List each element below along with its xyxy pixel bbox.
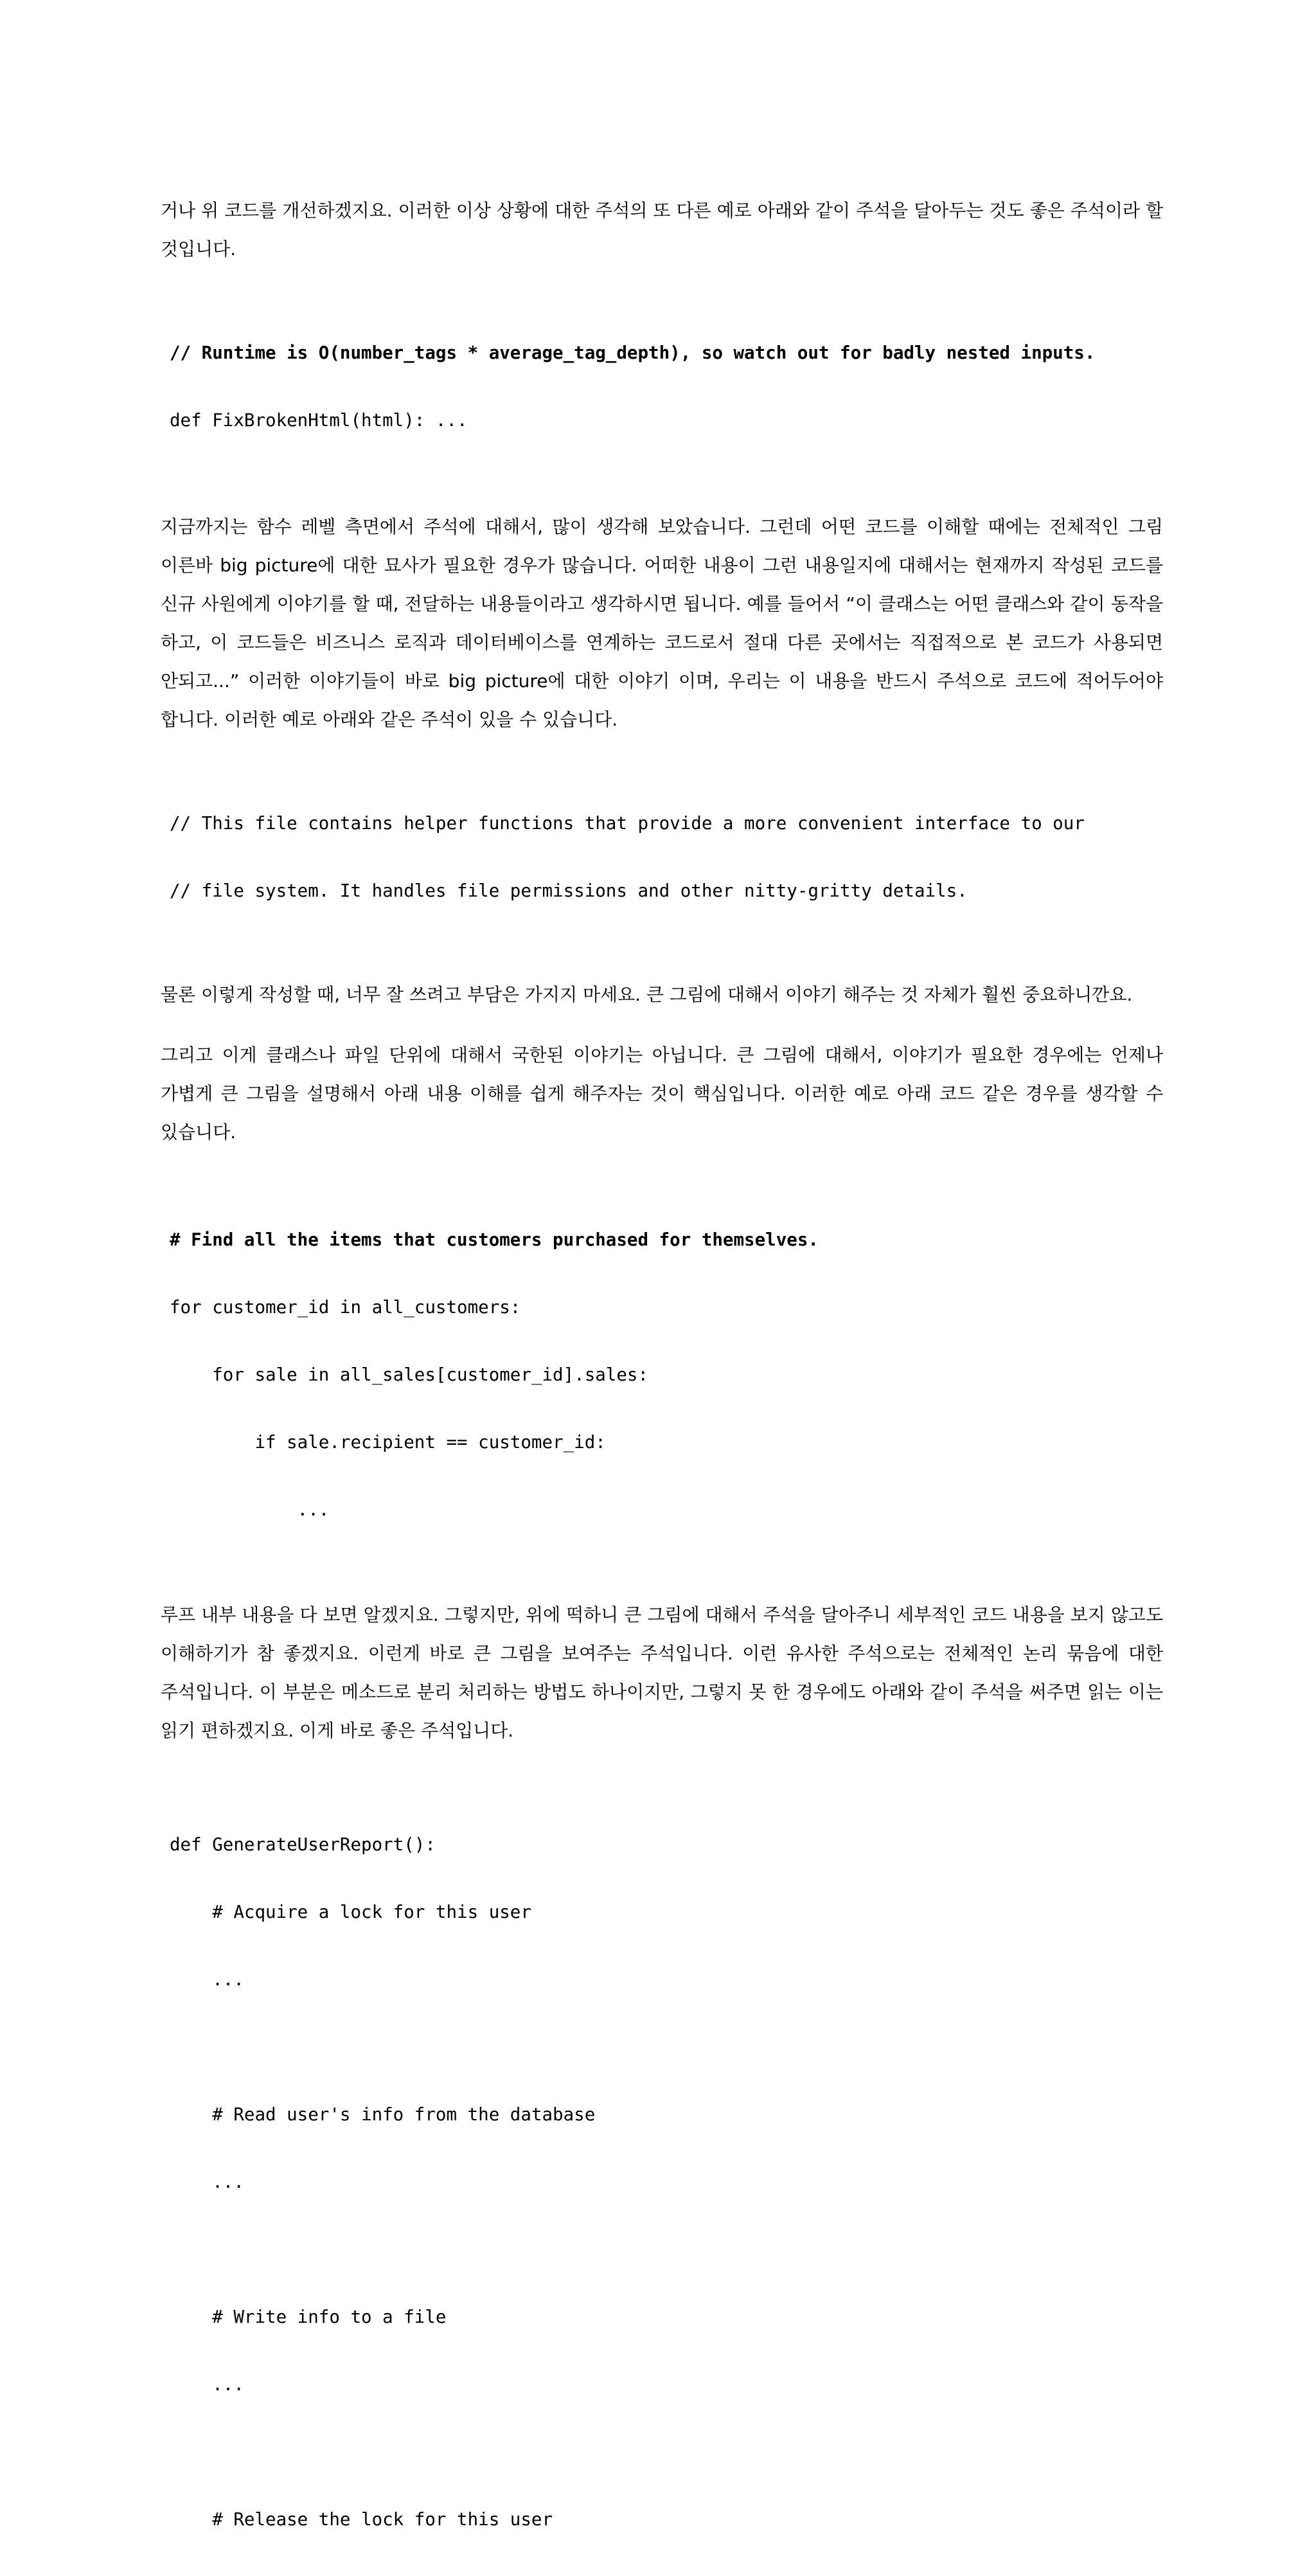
code-line: # Acquire a lock for this user	[170, 1902, 531, 1922]
code-line	[170, 2239, 1163, 2261]
document-page	[161, 192, 1163, 2576]
code-line: ...	[170, 2172, 244, 2192]
code-block-customers-loop	[161, 1184, 1163, 1566]
code-line: def FixBrokenHtml(html): ...	[170, 410, 468, 431]
code-line: if sale.recipient == customer_id:	[170, 1432, 606, 1453]
paragraph-exception-comments-intro: 거나 위 코드를 개선하겠지요. 이러한 이상 상황에 대한 주석의 또 다른 예로 아래와 같이 주석을 달아두는 것도 좋은 주석이라 할 것입니다.	[161, 200, 1163, 260]
code-line: for customer_id in all_customers:	[170, 1297, 521, 1318]
code-line	[170, 2441, 1163, 2464]
code-block-generate-user-report	[161, 1789, 1163, 2576]
code-block-runtime-comment	[161, 297, 1163, 477]
code-line: ...	[170, 2374, 244, 2395]
code-block-file-comment	[161, 767, 1163, 947]
code-line: # Find all the items that customers purchased for themselves.	[170, 1230, 819, 1250]
code-line: // This file contains helper functions that provide a more convenient interface to our	[170, 813, 1085, 834]
paragraph-not-only-class: 그리고 이게 클래스나 파일 단위에 대해서 국한된 이야기는 아닙니다. 큰 그림에 대해서, 이야기가 필요한 경우에는 언제나 가볍게 큰 그림을 설명해서 아래 내용 이해를 쉽게 해주자는 것이 핵심입니다. 이러한 예로 아래 코드 같은 경우를 생각할 수 있습니다.	[161, 1044, 1163, 1143]
paragraph-summary-comments: 루프 내부 내용을 다 보면 알겠지요. 그렇지만, 위에 떡하니 큰 그림에 대해서 주석을 달아주니 세부적인 코드 내용을 보지 않고도 이해하기가 참 좋겠지요. 이런게 바로 큰 그림을 보여주는 주석입니다. 이런 유사한 주석으로는 전체적인 논리 묶음에 대한 주석입니다. 이 부분은 메소드로 분리 처리하는 방법도 하나이지만, 그렇지 못 한 경우에도 아래와 같이 주석을 써주면 읽는 이는 읽기 편하겠지요. 이게 바로 좋은 주석입니다.	[161, 1604, 1163, 1741]
code-line: # Release the lock for this user	[170, 2509, 553, 2530]
code-line: // Runtime is O(number_tags * average_tag_depth), so watch out for badly nested inputs.	[170, 343, 1096, 363]
code-line: for sale in all_sales[customer_id].sales:	[170, 1364, 649, 1385]
paragraph-dont-worry: 물론 이렇게 작성할 때, 너무 잘 쓰려고 부담은 가지지 마세요. 큰 그림에 대해서 이야기 해주는 것 자체가 훨씬 중요하니깐요.	[161, 984, 1133, 1005]
code-line	[170, 2036, 1163, 2059]
code-line: ...	[170, 1969, 244, 1990]
code-line: # Read user's info from the database	[170, 2104, 596, 2125]
code-line: ...	[170, 1499, 330, 1520]
code-line: // file system. It handles file permissions and other nitty-gritty details.	[170, 881, 968, 901]
code-line: # Write info to a file	[170, 2307, 447, 2327]
paragraph-big-picture: 지금까지는 함수 레벨 측면에서 주석에 대해서, 많이 생각해 보았습니다. 그런데 어떤 코드를 이해할 때에는 전체적인 그림 이른바 big picture에 대한 묘사가 필요한 경우가 많습니다. 어떠한 내용이 그런 내용일지에 대해서는 현재까지 작성된 코드를 신규 사원에게 이야기를 할 때, 전달하는 내용들이라고 생각하시면 됩니다. 예를 들어서 “이 클래스는 어떤 클래스와 같이 동작을 하고, 이 코드들은 비즈니스 로직과 데이터베이스를 연계하는 코드로서 절대 다른 곳에서는 직접적으로 본 코드가 사용되면 안되고...” 이러한 이야기들이 바로 big picture에 대한 이야기 이며, 우리는 이 내용을 반드시 주석으로 코드에 적어두어야 합니다. 이러한 예로 아래와 같은 주석이 있을 수 있습니다.	[161, 516, 1163, 730]
code-line: def GenerateUserReport():	[170, 1834, 436, 1855]
